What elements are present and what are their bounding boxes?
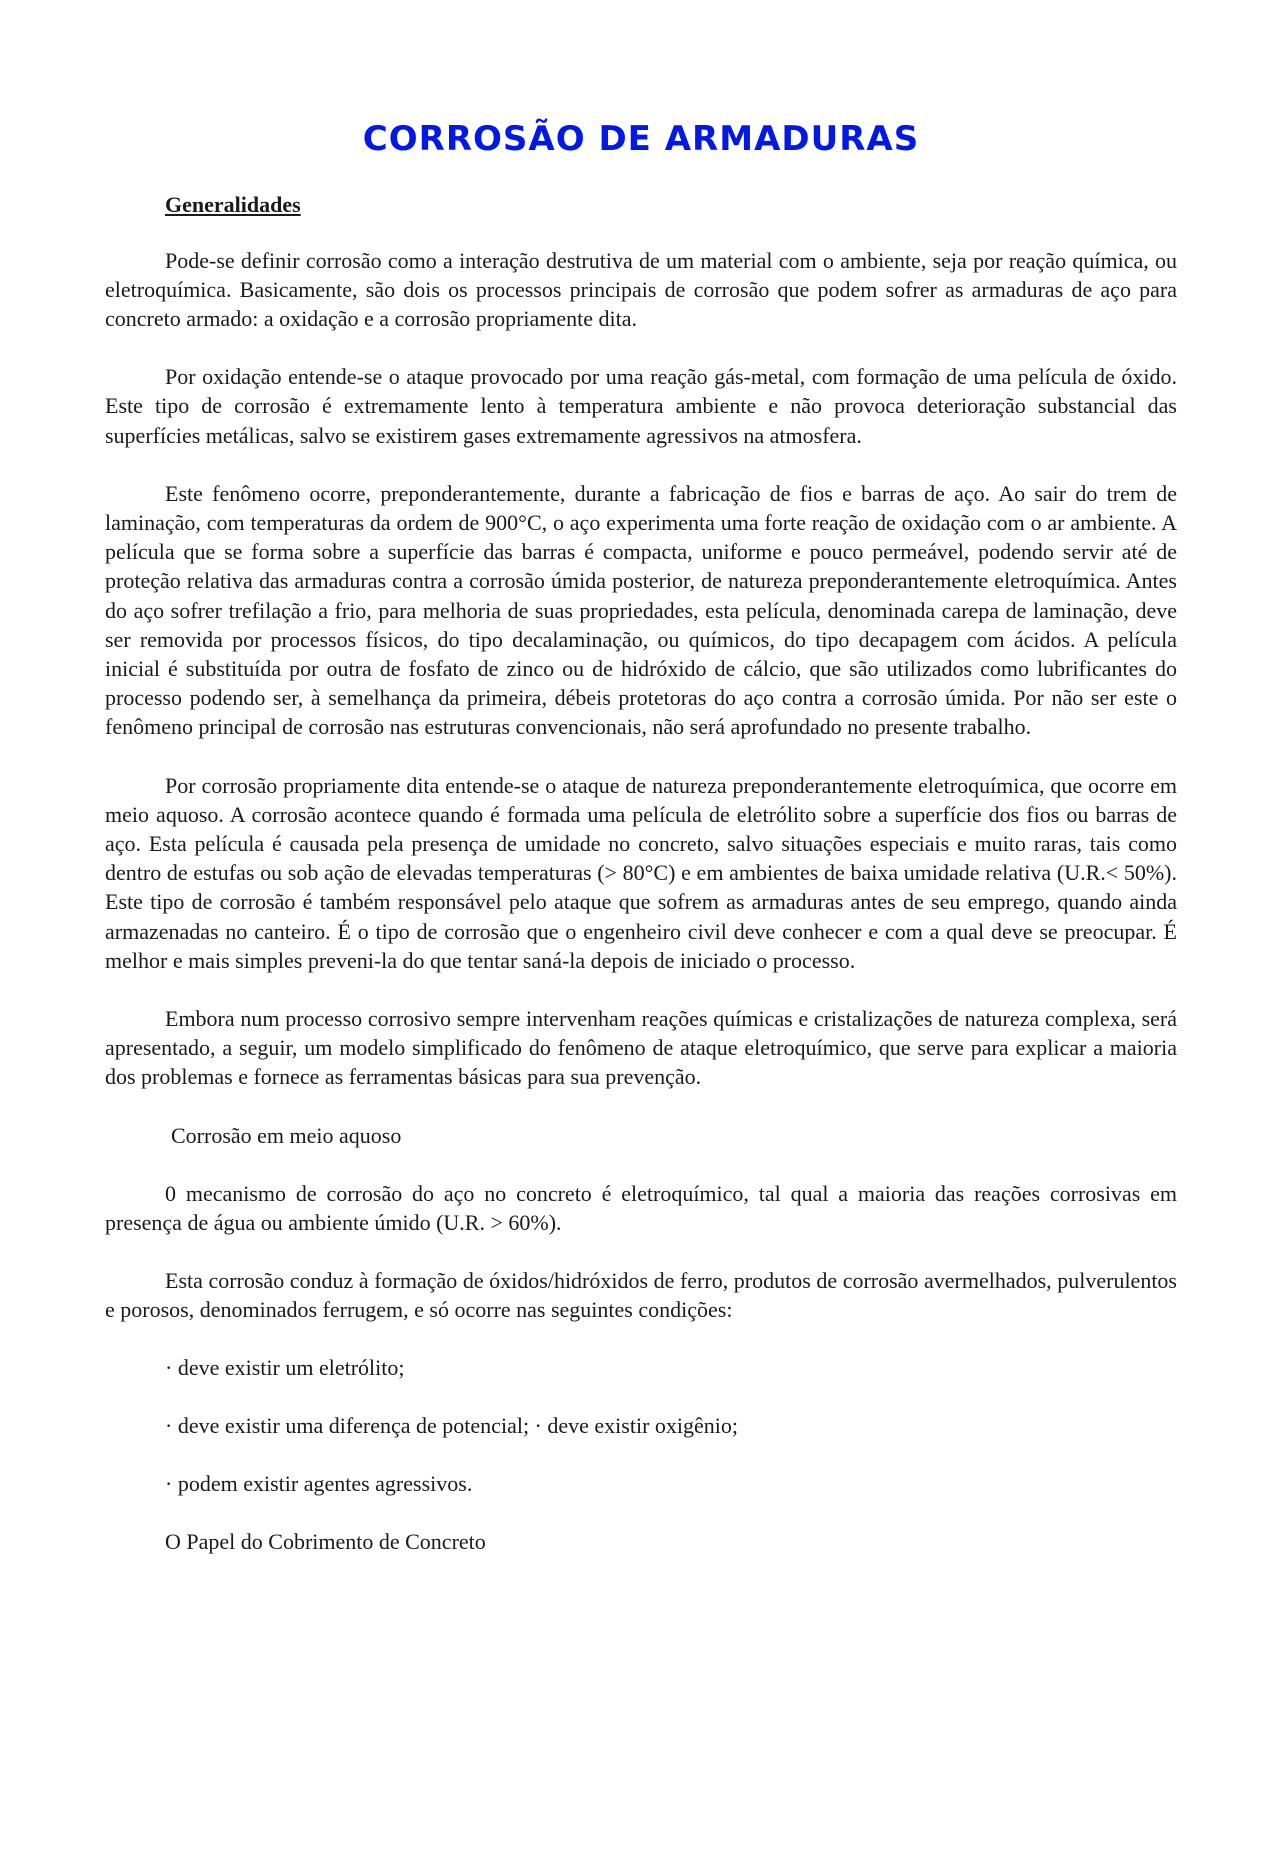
paragraph-oxidation: Por oxidação entende-se o ataque provocado por uma reação gás-metal, com formação de uma película de óxido. Este tipo de corrosão é extremamente lento à temperatura ambiente e não provoca deterioração substancial das superfícies metálicas, salvo se existirem gases extremamente agressivos na atmosfera. — [105, 364, 1177, 448]
document-title: CORROSÃO DE ARMADURAS — [362, 119, 920, 159]
paragraph-phenomenon: Este fenômeno ocorre, preponderantemente, durante a fabricação de fios e barras de aço. Ao sair do trem de laminação, com temperaturas da ordem de 900°C, o aço experimenta uma forte reação de oxidação com o ar ambiente. A película que se forma sobre a superfície das barras é compacta, uniforme e pouco permeável, podendo servir até de proteção relativa das armaduras contra a corrosão úmida posterior, de natureza preponderantemente eletroquímica. Antes do aço sofrer trefilação a frio, para melhoria de suas propriedades, esta película, denominada carepa de laminação, deve ser removida por processos físicos, do tipo decalaminação, ou químicos, do tipo decapagem com ácidos. A película inicial é substituída por outra de fosfato de zinco ou de hidróxido de cálcio, que são utilizados como lubrificantes do processo podendo ser, à semelhança da primeira, débeis protetoras do aço contra a corrosão úmida. Por não ser este o fenômeno principal de corrosão nas estruturas convencionais, não será aprofundado no presente trabalho. — [105, 480, 1177, 740]
condition-item: · deve existir um eletrólito; — [165, 1355, 405, 1381]
section-heading-generalidades: Generalidades — [165, 191, 301, 217]
document-page — [105, 118, 1177, 1585]
subheading-concrete-cover: O Papel do Cobrimento de Concreto — [165, 1529, 486, 1555]
paragraph-mechanism: 0 mecanismo de corrosão do aço no concreto é eletroquímico, tal qual a maioria das reações corrosivas em presença de água ou ambiente úmido (U.R. > 60%). — [105, 1180, 1177, 1235]
paragraph-conditions-intro: Esta corrosão conduz à formação de óxidos/hidróxidos de ferro, produtos de corrosão avermelhados, pulverulentos e porosos, denominados ferrugem, e só ocorre nas seguintes condições: — [105, 1267, 1177, 1323]
paragraph-corrosion-proper: Por corrosão propriamente dita entende-se o ataque de natureza preponderantemente eletroquímica, que ocorre em meio aquoso. A corrosão acontece quando é formada uma película de eletrólito sobre a superfície dos fios ou barras de aço. Esta película é causada pela presença de umidade no concreto, salvo situações especiais e muito raras, tais como dentro de estufas ou sob ação de elevadas temperaturas (> 80°C) e em ambientes de baixa umidade relativa (U.R.< 50%). Este tipo de corrosão é também responsável pelo ataque que sofrem as armaduras antes de seu emprego, quando ainda armazenadas no canteiro. É o tipo de corrosão que o engenheiro civil deve conhecer e com a qual deve se preocupar. É melhor e mais simples preveni-la do que tentar saná-la depois de iniciado o processo. — [105, 772, 1177, 973]
subheading-aqueous-corrosion: Corrosão em meio aquoso — [171, 1122, 402, 1148]
paragraph-electrochemical-model: Embora num processo corrosivo sempre intervenham reações químicas e cristalizações de natureza complexa, será apresentado, a seguir, um modelo simplificado do fenômeno de ataque eletroquímico, que serve para explicar a maioria dos problemas e fornece as ferramentas básicas para sua prevenção. — [105, 1005, 1177, 1090]
condition-item: · deve existir uma diferença de potencial; · deve existir oxigênio; — [165, 1413, 738, 1439]
paragraph-definition: Pode-se definir corrosão como a interação destrutiva de um material com o ambiente, seja por reação química, ou eletroquímica. Basicamente, são dois os processos principais de corrosão que podem sofrer as armaduras de aço para concreto armado: a oxidação e a corrosão propriamente dita. — [105, 247, 1177, 331]
condition-item: · podem existir agentes agressivos. — [165, 1471, 473, 1497]
